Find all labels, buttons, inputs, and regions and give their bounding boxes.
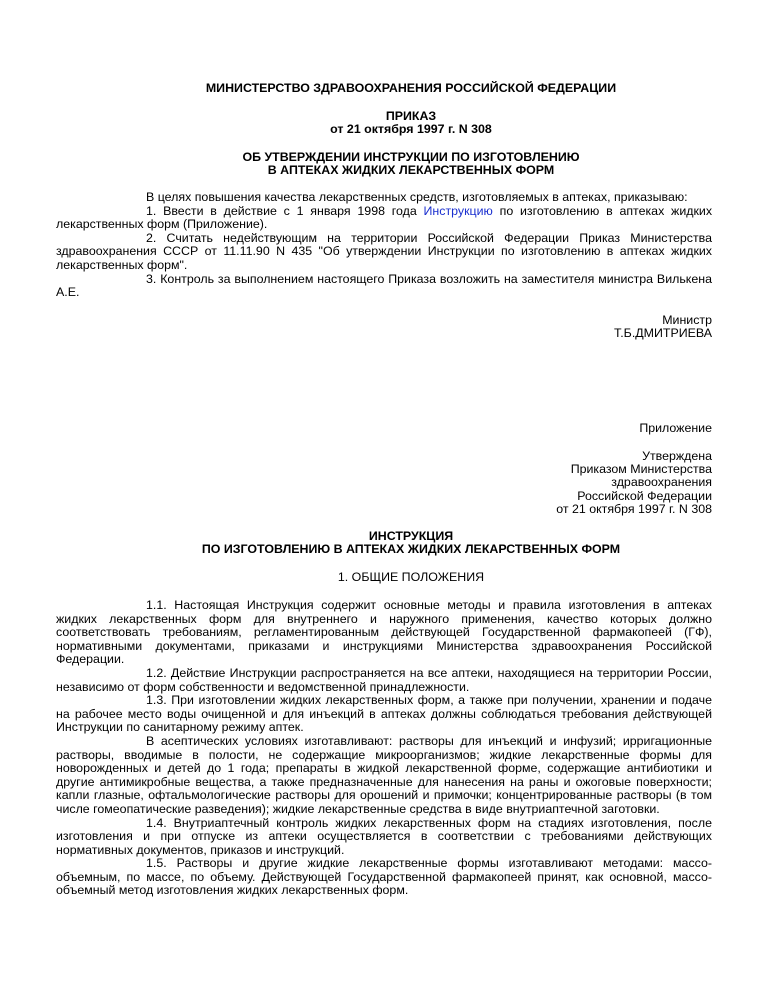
paragraph-1-2: 1.2. Действие Инструкции распространяется на все аптеки, находящиеся на территории России, независимо от форм собственности и ведомственной принадлежности.	[56, 665, 712, 694]
order-title-line2: В АПТЕКАХ ЖИДКИХ ЛЕКАРСТВЕННЫХ ФОРМ	[267, 163, 555, 177]
order-date: от 21 октября 1997 г. N 308	[330, 122, 492, 136]
instruction-link[interactable]: Инструкцию	[423, 203, 493, 218]
approved-line4: Российской Федерации	[577, 489, 712, 503]
approved-line5: от 21 октября 1997 г. N 308	[556, 502, 712, 516]
approved-line2: Приказом Министерства	[570, 462, 712, 476]
item1-after: по изготовлению в аптеках жидких лекарственных форм (Приложение).	[56, 203, 713, 232]
preamble-item-2: 2. Считать недействующим на территории Российской Федерации Приказ Министерства здравоохранения СССР от 11.11.90 N 435 "Об утверждении Инструкции по изготовлению в аптеках жидких лекарственных форм".	[56, 230, 712, 272]
paragraph-1-5: 1.5. Растворы и другие жидкие лекарственные формы изготавливают методами: массо-объемным, по массе, по объему. Действующей Государственной фармакопеей принят, как основной, массо-объемный метод изготовления жидких лекарственных форм.	[56, 856, 712, 898]
signature-name: Т.Б.ДМИТРИЕВА	[614, 326, 712, 340]
order-word: ПРИКАЗ	[385, 109, 437, 123]
approved-line3: здравоохранения	[611, 475, 712, 489]
preamble-intro: В целях повышения качества лекарственных средств, изготовляемых в аптеках, приказываю:	[146, 190, 688, 204]
instruction-title2: ПО ИЗГОТОВЛЕНИЮ В АПТЕКАХ ЖИДКИХ ЛЕКАРСТВЕННЫХ ФОРМ	[201, 542, 621, 556]
ministry-heading: МИНИСТЕРСТВО ЗДРАВООХРАНЕНИЯ РОССИЙСКОЙ ФЕДЕРАЦИИ	[205, 81, 617, 95]
instruction-title1: ИНСТРУКЦИЯ	[368, 529, 454, 543]
preamble-item-3: 3. Контроль за выполнением настоящего Приказа возложить на заместителя министра Вилькена А.Е.	[56, 271, 712, 300]
instruction-body	[56, 599, 712, 898]
preamble	[56, 191, 712, 300]
paragraph-1-1: 1.1. Настоящая Инструкция содержит основные методы и правила изготовления в аптеках жидких лекарственных форм для внутреннего и наружного применения, качество которых должно соответствовать требованиям, регламентированным действующей Государственной фармакопеей (ГФ), нормативными документами, приказами и инструкциями Министерства здравоохранения Российской Федерации.	[56, 598, 712, 667]
paragraph-1-3: 1.3. При изготовлении жидких лекарственных форм, а также при получении, хранении и подаче на рабочее место воды очищенной и для инъекций в аптеках должны соблюдаться требования действующей Инструкции по санитарному режиму аптек.	[56, 693, 712, 735]
section-heading: 1. ОБЩИЕ ПОЛОЖЕНИЯ	[337, 570, 485, 584]
item1-before: 1. Ввести в действие с 1 января 1998 года	[146, 203, 417, 218]
preamble-item-1	[56, 205, 712, 232]
paragraph-1-3b: В асептических условиях изготавливают: растворы для инъекций и инфузий; ирригационные растворы, вводимые в полости, не содержащие микроорганизмов; жидкие лекарственные формы для новорожденных и детей до 1 года; препараты в жидкой лекарственной форме, содержащие антибиотики и другие антимикробные вещества, а также предназначенные для нанесения на раны и ожоговые поверхности; капли глазные, офтальмологические растворы для орошений и примочки; концентрированные растворы (в том числе гомеопатические разведения); жидкие лекарственные средства в виде внутриаптечной заготовки.	[56, 733, 712, 816]
paragraph-1-4: 1.4. Внутриаптечный контроль жидких лекарственных форм на стадиях изготовления, после изготовления и при отпуске из аптеки осуществляется в соответствии с требованиями действующих нормативных документов, приказов и инструкций.	[56, 815, 712, 857]
signature-position: Министр	[662, 313, 712, 327]
order-title-line1: ОБ УТВЕРЖДЕНИИ ИНСТРУКЦИИ ПО ИЗГОТОВЛЕНИЮ	[242, 150, 580, 164]
appendix-label: Приложение	[639, 421, 712, 435]
approved-line1: Утверждена	[642, 449, 712, 463]
